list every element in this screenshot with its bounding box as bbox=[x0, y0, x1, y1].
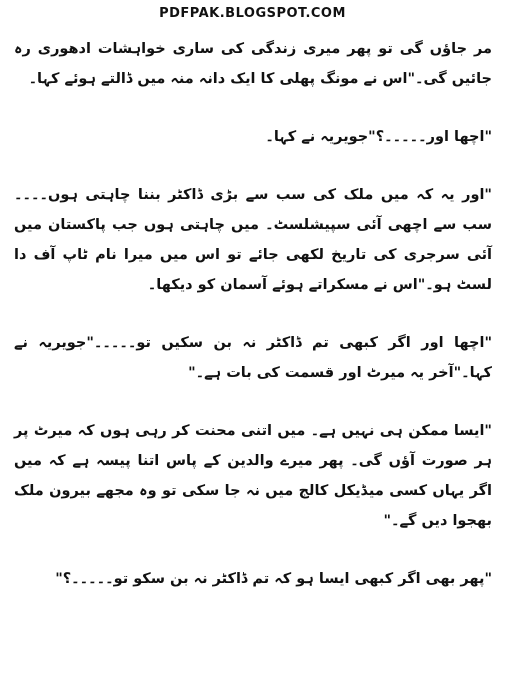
paragraph-1: مر جاؤں گی تو پھر میری زندگی کی ساری خواہشات ادھوری رہ جائیں گی۔"اس نے مونگ پھلی کا ایک دانہ منہ میں ڈالتے ہوئے کہا۔ bbox=[14, 41, 492, 87]
paragraph-2: "اچھا اور۔۔۔۔۔؟"جویریہ نے کہا۔ bbox=[265, 129, 492, 145]
paragraph-5: "ایسا ممکن ہی نہیں ہے۔ میں اتنی محنت کر رہی ہوں کہ میرٹ پر ہر صورت آؤں گی۔ پھر میرے والدین کے پاس اتنا پیسہ ہے کہ میں اگر یہاں کسی میڈیکل کالج میں نہ جا سکی تو وہ مجھے بیرون ملک بھجوا دیں گے۔" bbox=[14, 423, 492, 529]
paragraph-6: "پھر بھی اگر کبھی ایسا ہو کہ تم ڈاکٹر نہ بن سکو تو۔۔۔۔۔؟" bbox=[55, 571, 492, 587]
story-text bbox=[14, 34, 492, 622]
paragraph-4: "اچھا اور اگر کبھی تم ڈاکٹر نہ بن سکیں تو۔۔۔۔۔"جویریہ نے کہا۔"آخر یہ میرٹ اور قسمت کی بات ہے۔" bbox=[14, 335, 492, 381]
site-header: PDFPAK.BLOGSPOT.COM bbox=[159, 6, 346, 21]
paragraph-3: "اور یہ کہ میں ملک کی سب سے بڑی ڈاکٹر بننا چاہتی ہوں۔۔۔۔ سب سے اچھی آئی سپیشلسٹ۔ میں چاہتی ہوں جب پاکستان میں آئی سرجری کی تاریخ لکھی جائے تو اس میں میرا نام ٹاپ آف دا لسٹ ہو۔"اس نے مسکراتے ہوئے آسمان کو دیکھا۔ bbox=[14, 187, 492, 293]
